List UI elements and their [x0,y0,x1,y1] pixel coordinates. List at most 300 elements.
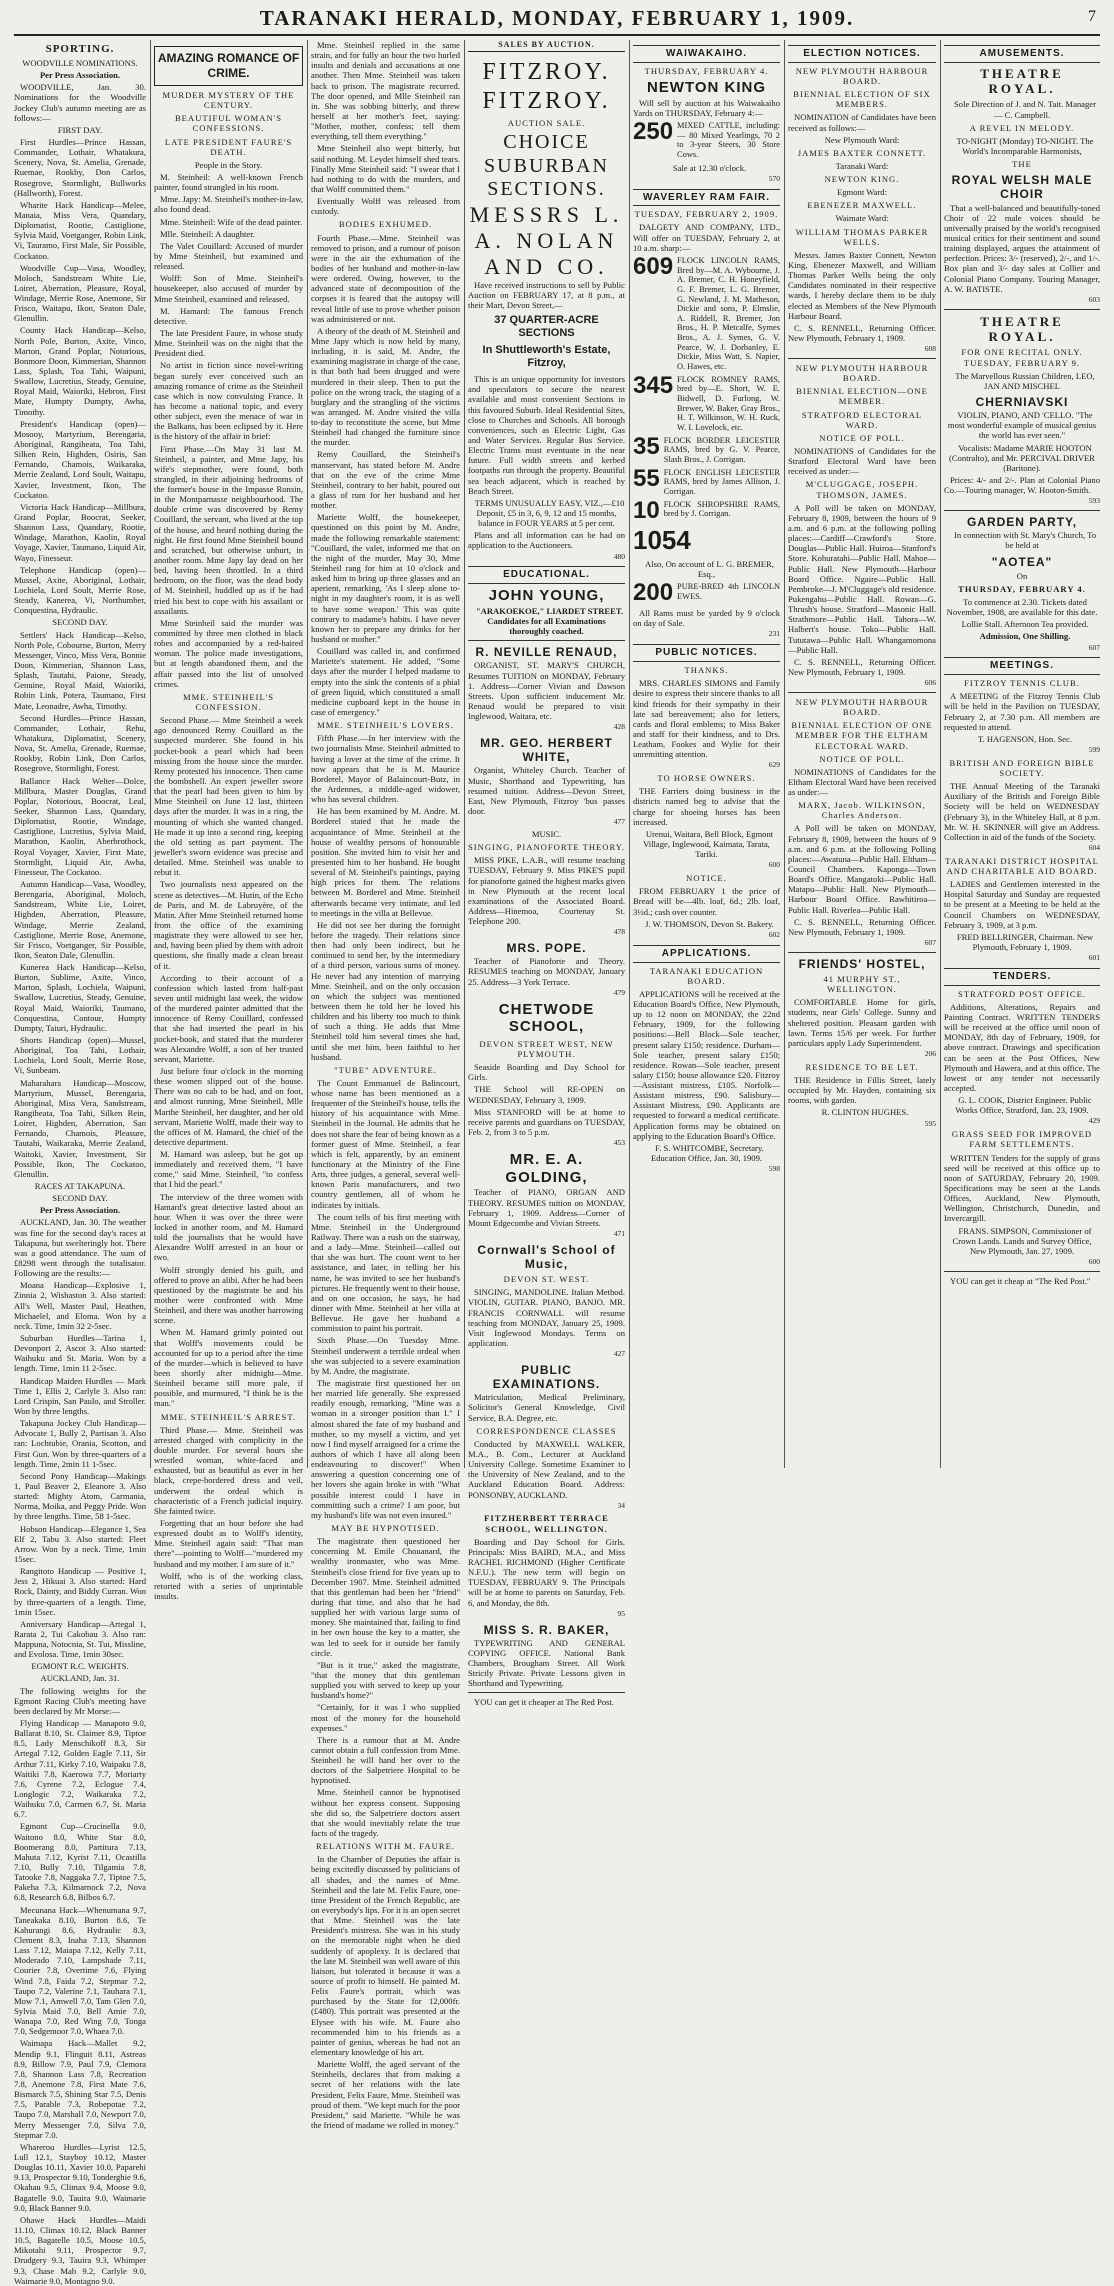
paragraph: Sixth Phase.—On Tuesday Mme. Steinheil underwent a terrible ordeal when she was subjected to a severe examination by M. Andre, the magistrate. [311,1335,460,1376]
ad-number: 453 [613,1138,625,1148]
lot-count: 609 [633,252,674,280]
subheading: SINGING, PIANOFORTE THEORY. [468,842,625,853]
paragraph: THE School will RE-OPEN on WEDNESDAY, February 3, 1909. [468,1084,625,1105]
sale-lot [633,496,780,524]
divider [468,640,625,641]
paragraph: Lollie Stall. Afternoon Tea provided. [961,619,1089,630]
notice-heading: THANKS. [684,665,729,676]
notice-subheading: STRATFORD ELECTORAL WARD. [801,409,923,430]
notice-heading: FITZROY TENNIS CLUB. [964,678,1080,689]
notice-heading: RESIDENCE TO BE LET. [805,1061,919,1072]
paragraph: Boarding and Day School for Girls. Principals: Miss BAIRD, M.A., and Miss RACHEL RICHMOND (Higher Certificate N.F.U.). The new term will begin on TUESDAY, FEBRUARY 9. The Principals will be at home to parents on Saturday, Feb. 6, and Monday, the 8th. [468,1536,625,1608]
candidate-name: EBENEZER MAXWELL. [807,200,917,211]
notice-heading: NEW PLYMOUTH HARBOUR BOARD. [795,363,929,384]
ad-number: 478 [613,927,625,937]
paragraph: Remy Couillard, the Steinheil's manservant, has stated before M. Andre that on the eve of the crime Mme Steinheil, contrary to her habit, poured out a glass of rum for her husband and her mother. [311,449,460,511]
paragraph: Admission, One Shilling. [979,631,1071,642]
section-heading: MEETINGS. [944,657,1100,675]
lot-count: 10 [633,496,660,524]
paragraph: Couillard was called in, and confirmed Mariette's statement. He added, "Some days after the murder I helped madame to empty into the sink the contents of a phial of green liquid, which constituted a small medicine cupboard kept in the house in case of emergency." [311,646,460,717]
notice-heading: TO HORSE OWNERS. [657,773,756,784]
paragraph: Will sell by auction at his Waiwakaiho Yards on THURSDAY, February 4:— [633,97,780,118]
ad-number: 428 [613,722,625,732]
paragraph: The interview of the three women with Hamard's great detective lasted about an hour. When it was over the three were locked in another room, and M. Hamard told the journalists that he would have Alexandre Wolff arrested in an hour or two. [154,1191,303,1263]
paragraph: WRITTEN Tenders for the supply of grass seed will be received at this office up to noon of SATURDAY, February 20, 1909. Specifications may be seen at the Lands Offices, Auckland, New Plymouth, Wellington, Christchurch, Dunedin, and Invercargill. [944,1152,1100,1224]
divider [944,510,1100,511]
paragraph: Mariette Wolff, the aged servant of the Steinheils, declares that from making a secret of her relations with the late President, Felix Faure, Mme. Steinheil was proud of them. "We kept much for the poor President," said Mariette. "While he was the friend of madame we rolled in money." [311,2059,460,2130]
column-divider [464,40,465,1468]
ward-label: Egmont Ward: [837,187,887,198]
ad-subheadline: FOR ONE RECITAL ONLY. TUESDAY, FEBRUARY 9. [961,347,1083,368]
ad-number: 429 [1088,1116,1100,1126]
paragraph: Rangitoto Handicap — Positive 1, Jess 2, Hikuai 3. Also started: Hard Rock, Dainty, and Biddy Curran. Won by three-quarters of a length. Time, 1min 15sec. [14,1566,146,1617]
lot-count: 35 [633,432,660,460]
lot-description: FLOCK BORDER LEICESTER RAMS, bred by G. V. Pearce, Slash Bros., J. Corrigan. [663,435,780,464]
paragraph: The Count Emmanuel de Balincourt, whose name has been mentioned as a frequenter of the Steinheil's house, tells the history of his acquaintance with Mme. Steinheil in the Journal. He admits that he does not share the fear of being known as a former guest of Mme. Steinheil, a fear which is felt, apparently, by an eminent functionary at the Ministry of the Fine Arts, three judges, a general, several well-known Paris manufacturers, and two country gentlemen, all of whom he indicates by initials. [311,1077,460,1210]
paragraph: Second Pony Handicap—Makings 1, Paul Beaver 2, Eleanore 3. Also started: Mighty Atom, Carmania, Norma, Moika, and Peggy Pride. Won by three lengths. Time, 58 1-5sec. [14,1470,146,1522]
paragraph: Handicap Maiden Hurdles — Mark Time 1, Ellis 2, Carlyle 3. Also ran: Lord Crispin, San Paulo, and Stroller. Won by three lengths. [14,1375,146,1416]
dateline: AUCKLAND, Jan. 31. [40,1673,120,1684]
paragraph: That a well-balanced and beautifully-toned Choir of 22 male voices should be universally praised by the world's recognised musical critics for their sentiment and sound training displayed, argues the attainment of perfection. Prices: 3/- (reserved), 2/-, and 1/-. Box plan and 3/- day sales at Collier and Colonial Piano Company. Touring Manager, A. W. BATISTE. [944,202,1100,294]
paragraph: Teacher of PIANO, ORGAN AND THEORY. RESUMES tuition on MONDAY, February 1, 1909. Address—Corner of Mount Edgecombe and Vivian Streets. [468,1187,625,1228]
paragraph: THE Residence in Fillis Street, lately occupied by Mr. Hayden, containing six rooms, with garden. [788,1075,936,1106]
ad-headline: FITZHERBERT TERRACE SCHOOL, WELLINGTON. [484,1513,609,1534]
column-crime-story [154,40,303,1601]
column-amusements-meetings-tenders [944,40,1100,1468]
paragraph: AUCKLAND, Jan. 30. The weather was fine for the second day's races at Takapuna, but swelteringly hot. There was a good attendance. The sum of £8298 went through the totalisator. Following are the results:— [14,1217,146,1279]
paragraph: "Certainly, for it was I who supplied most of the money for the household expenses." [311,1702,460,1733]
ad-headline: THEATRE ROYAL. [980,313,1064,345]
paragraph: Settlers' Hack Handicap—Kelso, North Pole, Cobourne, Burton, Merry Messenger, Vinco, Miss Vera, Bonnie Doon, Kimmerian, Shannon Lass, Splash, Tautahi, Paione, Steady, Genuine, Royal Maid, Waioriki, Robin Link, Potera, Taumano, First Mate, Leonadre, Awha, Timothy. [14,629,146,711]
subheading: FIRST DAY. [57,124,103,135]
paragraph: NOMINATION of Candidates have been received as follows:— [788,112,936,133]
column-election-notices [788,40,936,1468]
notice-heading: NEW PLYMOUTH HARBOUR BOARD. [795,65,929,86]
paragraph: Mme. Steinheil replied in the same strain, and for fully an hour the two hurled insults and denials and accusations at one another. Then Mme. Steinheil was taken back to prison. The magistrate recurred. The door opened, and Mlle Steinheil ran in. She was sobbing bitterly, and threw herself at her mother's feet, saying: "Mother, mother, confess; tell them everything, tell them everything." [311,40,460,142]
paragraph: Seaside Boarding and Day School for Girls. [468,1062,625,1083]
ad-number: 607 [924,938,936,948]
section-heading: AMUSEMENTS. [944,45,1100,63]
advertiser-name: MRS. POPE. [506,941,587,956]
paragraph: Also, On account of L. G. BREMER, Esq., [645,559,774,580]
paragraph: Woodville Cup—Vasa, Woodley, Moloch, Sandstream White Lie, Loiret, Aberration, Pleasure, Royal, Windage, Merrie Rose, Anemone, Sir Frisco, Waitapu, Ikon, Seaton Dale, Glenullin. [14,262,146,324]
signature: FRED BELLRINGER, Chairman. New Plymouth, February 1, 1909. [956,931,1094,952]
ad-number: 600 [768,860,780,870]
paragraph: A Poll will be taken on MONDAY, February 8, 1909, between the hours of 9 a.m. and 6 p.m. at the following polling places:—Cardiff—Crawford's Store. Douglas—Public Hall. Huiroa—Stanford's Store. Kohuratahi—Public Hall. Mahoe—Public Hall. New Plymouth—Harbour Board Office. Ngaire—Public Hall. Pembroke—J. M'Cluggage's old residence. Pukengahu—Public Hall. Rowan—G. Thrush's house. Stratford—Masonic Hall. Strathmore—Public Hall. Tahora—W. Halbert's house. Toko—Public Hall. Tututawa—Public Hall. Whangamomona—Public Hall. [788,502,936,655]
paragraph: The count tells of his first meeting with Mme. Steinheil in the Underground Railway. There was a rush on the stairway, and a lady—Mme. Steinheil—called out that she was hurt. The count went to her assistance, and later, in telling her his name, he was invited to see her husband's pictures. He frequently went to their house, and on one occasion, he says, he had dinner with Mme. Steinheil at her villa at Bellevue. He gave her husband a commission to paint his portrait. [311,1211,460,1334]
paragraph: Wolff, who is of the working class, retorted with a series of unprintable insults. [154,1570,303,1601]
signature: G. L. COOK, District Engineer. Public Works Office, Stratford, Jan. 23, 1909. [955,1095,1092,1116]
ward-label: Taranaki Ward: [835,160,889,171]
notice-subheading: BIENNIAL ELECTION—ONE MEMBER. [796,386,928,407]
divider [944,309,1100,310]
subheading: BODIES EXHUMED. [338,219,433,230]
ad-headline: FRIENDS' HOSTEL, [798,956,926,971]
ad-number: 95 [617,1608,625,1618]
paragraph: In connection with St. Mary's Church, To be held at [953,530,1097,551]
paragraph: APPLICATIONS will be received at the Education Board's Office, New Plymouth, up to 12 noon on MONDAY, the 22nd February, 1909, for the following positions:—Bell Block—Sole teacher, present salary £150; residence. Durham—Sole teacher, present salary £150; residence. Rowan—Sole teacher, present salary £150; house allowance £20. Fitzroy—Assistant mistress, £105. Norfolk—Assistant mistress, £90. Salisbury—Assistant Mistress, £90. Applicants are requested to forward a medical certificate. Application forms may be obtained on applying to the Education Board's Office. [633,988,780,1141]
paragraph: Just before four o'clock in the morning these women slipped out of the house. There was no cab to be had, and on foot, and almost running, Mme Steinheil, Mlle Marthe Steinheil, her daughter, and her old servant, Mariette Wolff, made their way to the offices of M. Hamard, the chief of the detective department. [154,1065,303,1147]
ad-number: 479 [613,987,625,997]
section-heading: EDUCATIONAL. [468,566,625,584]
on-label: On [1016,570,1028,581]
paragraph: Mme. Steinheil: Wife of the dead painter. [160,216,303,227]
ad-headline: THEATRE ROYAL. [980,65,1064,97]
paragraph: Additions, Alterations, Repairs and Painting Contract. WRITTEN TENDERS will be received at the office until noon of MONDAY, 8th day of February, 1909, for above contract. Drawings and specification can be seen at the Post Offices, New Plymouth and Hawera, and at this office. The lowest or any tender not necessarily accepted. [944,1001,1101,1093]
paragraph: President's Handicap (open)—Mosooy, Martyrium, Berengaria, Aboriginal, Rangiheata, Toa Tahi, Silken Rein, Highden, Osiris, San Fernando, Chamois, Waikaraka, Merrie Zealand, Lord Soult, Waitapu, Xavier, Investment, Ikon, The Cockatoo. [14,418,146,500]
section-heading: SALES BY AUCTION. [468,40,625,52]
paragraph: Hobson Handicap—Elegance 1, Sea Elf 2, Tabu 3. Also started: Fleet Arrow. Won by a neck. Time, 1min 15sec. [14,1523,146,1564]
paragraph: TERMS UNUSUALLY EASY, VIZ.,—£10 Deposit, £5 in 3, 6, 9, 12 and 15 months, balance in FOUR YEARS at 5 per cent. [474,497,625,529]
sale-lot [633,252,780,372]
paragraph: The Marvellous Russian Children, LEO, JAN AND MISCHEL [955,370,1095,391]
paragraph: MRS. CHARLES SIMONS and Family desire to express their sincere thanks to all kind friends for their sympathy in their late sad bereavement; also for letters, cards and floral emblems; to Miss Baker and staff for their kindness, and to Drs. Leatham, Fookes and Wylie for their unremitting attention. [633,678,780,760]
ward-label: Waimate Ward: [835,213,889,224]
subheading: CORRESPONDENCE CLASSES [476,1425,617,1436]
notice-heading: NEW PLYMOUTH HARBOUR BOARD. [795,696,929,718]
paragraph: TYPEWRITING AND GENERAL COPYING OFFICE. National Bank Chambers, Brougham Street. All Work Strictly Private. Private Lessons given in Shorthand and Typewriting. [468,1637,625,1689]
ad-number: 607 [1088,642,1100,652]
ad-number: 601 [1088,953,1100,963]
candidate-name: WILLIAM THOMAS PARKER WELLS. [795,226,929,247]
lot-total: 1054 [633,525,691,556]
lot-count: 200 [633,579,674,607]
subheading: MME. STEINHEIL'S LOVERS. [317,720,454,731]
ad-subheadline: AUCTION SALE. [507,118,586,129]
lot-description: FLOCK LINCOLN RAMS, Bred by—M. A. Wybourne, J. A. Bremer, C. H. Honeyfield, G. F. Bremer, L. G. Bremer, G. Newland, J. M. Matheson, Dickie and sons, P. Elmslie, A. Riddell, R. Bremer, Jon Bros., H. P. Metcalfe, Symes Bros., A. J. Symes, G. V. Pearce, W. J. Dorbanley, E. Dickie, Miss Watt, S. Napier, O. Hawes, etc. [677,255,780,372]
ad-number: 598 [768,1164,780,1174]
paragraph: Maharahara Handicap—Moscow, Martyrium, Mussel, Berengaria, Aboriginal, Miss Vera, Sandstream, Rangiheata, Toa Tahi, Silken Rein, Loiret, Highden, Aberration, San Fernando, Chamois, Pleasure, Tautahi, Waikaraka, Merrie Zealand, Waitoki, Xavier, Investment, Sir Possible, Ikon, The Cockatoo, Glenullin. [14,1077,146,1179]
section-heading: APPLICATIONS. [633,945,780,963]
ad-number: 471 [613,1228,625,1238]
sale-lot [633,432,780,465]
lot-count: 345 [633,371,674,399]
advertiser-name: CHETWODE SCHOOL, [498,1000,595,1036]
paragraph: Wolff strongly denied his guilt, and offered to prove an alibi. After he had been questioned by the magistrate he and his mother were confronted with Mme Steinheil, and there was another harrowing scene. [154,1264,303,1326]
paragraph: Takapuna Jockey Club Handicap—Advocate 1, Bully 2, Partisan 3. Also ran: Lochtubie, Orania, Scotton, and First Gun. Won by three-quarters of a length. Time, 2min 11 1-5sec. [14,1418,146,1469]
paragraph: TO-NIGHT (Monday) TO-NIGHT. The World's Incomparable Harmonists, [956,135,1094,157]
section-heading: SPORTING. [45,43,115,55]
performer-name: ROYAL WELSH MALE CHOIR [951,173,1093,202]
paragraph: M. Hamard was asleep, but he got up immediately and received them. "I have come," said Mme. Steinheil, "to confess that I hid the pearl." [154,1149,303,1190]
section-heading: ELECTION NOTICES. [788,45,936,63]
paragraph: SINGING, MANDOLINE. Italian Method. VIOLIN, GUITAR. PIANO, BANJO. MR. FRANCIS CORNWALL will resume teaching from MONDAY, January 25, 1909. Visit Inglewood Mondays. Terms on application. [468,1287,625,1348]
paragraph: Fourth Phase.—Mme. Steinheil was removed to prison, and a rumour of poison were in the air the exhumation of the bodies of her husband and mother-in-law were ordered. Owing, however, to the advanced state of decomposition of the corpses it is feared that the autopsy will reveal little of use to prove whether poison was administered or not. [311,232,460,324]
subheadline: BEAUTIFUL WOMAN'S CONFESSIONS. [174,113,283,134]
column-divider [940,40,941,1468]
subheading: RELATIONS WITH M. FAURE. [316,1841,455,1852]
subheadline: LATE PRESIDENT FAURE'S DEATH. [164,136,293,157]
paragraph: County Hack Handicap—Kelso, North Pole, Burton, Axite, Vinco, Marton, Grand Poplar, Notorious, Bonmore Doon, Kimmerian, Shannon Lass, Splash, Toa Tahi, Waipuni, Swallow, Lucretius, Steady, Genuine, Royal Maid, Waioriki, Hebron, First Mate, Humpty Dumpty, Awha, Timothy. [14,325,146,417]
ad-number: 570 [768,173,780,183]
paragraph: Urenui, Waitara, Bell Block, Egmont Village, Inglewood, Kaimata, Tarata, Tariki. [643,828,774,860]
column-crime-story-continued [311,40,460,2130]
paragraph: Second Phase.— Mme Steinheil a week ago denounced Remy Couillard as the suspected murderer. She found in his pocket-book a pearl which had been missing from the house since the murder. Remy protested his innocence. Then came the bombshell. An expert jeweller swore that the pearl had been given to him by Mme Steinheil on June 12 last, thirteen days after the murder. It was in a ring, the mounting of which she wanted changed. He made it up into a second ring, keeping the old setting as part payment. The jeweller's sworn evidence was precise and detailed. Mme. Steinheil was unable to rebut it. [154,715,303,878]
ad-headline: FITZROY. FITZROY. [482,59,611,114]
paragraph: Flying Handicap — Manapoto 9.0, Ballarat 8.10, St. Claimer 8.9, Tiptoe 8.5, Lady Menschikoff 8.3, Sir Artegal 7.12, Golden Eagle 7.11, Sir Arthur 7.11, Kirky 7.10, Waipaku 7.8, Waitiki 7.8, Kaerowa 7.7, Moriarty 7.6, Cyrene 7.2, Eclogue 7.4, Longlogic 7.2, Waikaraka 7.2, Waihuku 7.0, Carmen 6.7, St. Maria 6.7. [14,1718,146,1820]
paragraph: Matriculation, Medical Preliminary, Solicitor's General Knowledge, Civil Service, B.A. Degree, etc. [468,1392,625,1423]
sale-lot [633,464,780,497]
divider [788,692,936,693]
paragraph: Forgetting that an hour before she had expressed doubt as to Wolff's identity, Mme. Steinheil again said: "That man there"—pointing to Wolff—"murdered my husband and my mother. I am sure of it." [154,1517,303,1569]
paragraph: There is a rumour that at M. Andre cannot obtain a full confession from Mme. Steinheil he will hand her over to the doctors of the Salpetriere Hospital to be hypnotised. [311,1734,460,1786]
ad-headline: 37 QUARTER-ACRE SECTIONS [494,314,599,340]
signature: FRANS. SIMPSON, Commissioner of Crown Lands. Lands and Survey Office, New Plymouth, Jan. 27, 1909. [952,1225,1092,1256]
paragraph: NOMINATIONS of Candidates for the Stratford Electoral Ward have been received as under:— [788,446,936,477]
paragraph: DALGETY AND COMPANY, LTD., Will offer on TUESDAY, February 2, at 10 a.m. sharp:— [633,222,780,253]
paragraph: M. Hamard: The famous French detective. [154,305,303,326]
paragraph: He did not see her during the fortnight before the tragedy. Their relations since then had only been indirect, but he continued to send her, by the intermediary of a third person, various sums of money. He never had any intention of marrying Mme. Steinheil, and on the only occasion on which the subject was mentioned between them he told her he loved his children and his liberty too much to think of such a thing. He adds that Mme Steinheil told him several times she had, until she met him, been faithful to her husband. [311,919,460,1062]
paragraph: Egmont Cup—Crucinella 9.0, Waitono 8.0, White Star 8.0, Boomerang 8.0, Partitura 7.13, Mahuta 7.12, Kyrist 7.11, Ocastilla 7.10, Bully 7.10, Tilgamia 7.8, Tatooke 7.8, Naggaka 7.7, Tiptoe 7.5, Pakeha 7.3, Kilmarnock 7.2, Nova 6.8, Research 6.8, Bilbos 6.7. [14,1821,146,1903]
candidate-names: M'CLUGGAGE, JOSEPH. THOMSON, JAMES. [805,479,919,500]
headline-box: AMAZING ROMANCE OF CRIME. [154,46,303,86]
paragraph: Telephone Handicap (open)—Mussel, Axite, Aboriginal, Lothair, Lochiela, Lord Soult, Merrie Rose, Steady, Kanerea, Vi, Northumber, Conquestina, Hydraulic. [14,564,146,616]
paragraph: The magistrate first questioned her on her married life generally. She expressed readily enough, remarking, "Mine was a woman in a stronger position than I." I almost shared the fate of my husband and mother, so my myself a victim, and yet now I find myself arraigned for a crime the authors of which I have all along been endeavouring to discover!" When answering a question concerning one of her lovers she again broke in with "What possible interest could I have in committing such a crime? I am poor, but my husband's life was not even insured." [311,1378,460,1520]
ad-number: 603 [1088,294,1100,304]
paragraph: To commence at 2.30. Tickets dated November, 1908, are available for this date. [946,596,1098,618]
column-sporting [14,40,146,2286]
paragraph: Wolff: Son of Mme. Steinheil's housekeeper, also accused of murder by Mme Steinheil, examined and released. [154,273,303,304]
paragraph: Sale at 12.30 o'clock. [672,162,747,173]
notice-subheading: BIENNIAL ELECTION OF ONE MEMBER FOR THE ELTHAM ELECTORAL WARD. [791,720,933,751]
paragraph: NOMINATIONS of Candidates for the Eltham Electoral Ward have been received as under:— [788,766,936,798]
article-heading: EGMONT R.C. WEIGHTS. [31,1661,129,1672]
paragraph: Kunerea Hack Handicap—Kelso, Burton, Sublime, Axite, Vinco, Marton, Splash, Lochiela, Waipuni, Swallow, Lucretius, Steady, Genuine, Royal Maid, Waioriki, Taumano, Conquestina, Contour, Humpty Dumpty, Taiuri, Hydraulic. [14,962,146,1033]
divider [944,1271,1100,1272]
subheading: SECOND DAY. [52,1193,108,1204]
notice-subheading: NOTICE OF POLL. [819,432,905,443]
paragraph: Anniversary Handicap—Artegal 1, Rarata 2, Tui Cakobau 3. Also ran: Mappuna, Notocnia, St. Tui, Missline, and Evolosa. Time, 1min 30sec. [14,1618,146,1660]
article-heading: WOODVILLE NOMINATIONS. [22,57,138,68]
paragraph: Ballance Hack Welter—Dolce, Millbura, Master Douglas, Grand Poplar, Notorious, Boocrat, Leal, Seeker, Shannon Lass, Quandary, Diplomatist, Rootie, Windage, Castiglione, Lucretius, Sylvia Maid, Marathon, Kaolin, Aberbrothock, Royal Voyager, Xavier, First Mate, Stormlight, Liquid Air, Awha, Finesseur, The Cockatoo. [14,775,146,877]
signature: C. S. RENNELL, Returning Officer. New Plymouth, February 1, 1909. [788,322,936,344]
ad-number: 34 [617,1500,625,1510]
ad-number: 593 [1088,496,1100,506]
paragraph: All Rams must be yarded by 9 o'clock on day of Sale. [633,608,780,629]
notice-heading: TARANAKI EDUCATION BOARD. [649,965,764,986]
signature: R. CLINTON HUGHES. [821,1107,909,1118]
paragraph: THE Farriers doing business in the districts named beg to advise that the charge for shoeing horses has been increased. [633,786,780,827]
masthead-rule [14,34,1100,36]
paragraph: Wharerou Hurdles—Lyrist 12.5, Lull 12.1, Stayboy 10.12, Master Douglas 10.11, Xavier 10.0, Paparehi 9.13, Prospector 9.10, Tonderghie 9.6, Okahau 9.5, Climax 9.4, Moose 9.0, Bagatelle 9.0, Tauira 9.0, Waimarie 9.0, Black Banner 9.0. [14,2141,146,2213]
ad-number: 602 [768,929,780,939]
paragraph: FROM FEBRUARY 1 the price of Bread will be—4lb. loaf, 6d.; 2lb. loaf, 3½d.; cash over counter. [633,886,780,917]
column-divider [784,40,785,1468]
sale-lot [633,579,780,607]
paragraph: Suburban Hurdles—Tarina 1, Devonport 2, Ascot 3. Also started: Waihuku and St. Maria. Won by a length. Time, 1min 11 2-5sec. [14,1332,146,1374]
paragraph: Fifth Phase.—In her interview with the two journalists Mme. Steinheil admitted to having a lover at the time of the crime. It now appears that he is M. Maurice Borderel, Mayor of Balaincourt-Butz, in the Ardennes, a middle-aged widower, who has several children. [311,733,460,805]
paragraph: First Phase.—On May 31 last M. Steinheil, a painter, and Mme Japy, his wife's stepmother, were found, both strangled, in their adjoining bedrooms of the former's house in the Impasse Ronsin, in the Montparnasse neighbourhood. The double crime was discovered by Remy Couillard, the servant, who lived at the top of the house, and heard nothing during the night. He first found Mme Steinheil bound and scratched, but otherwise unhurt, in another room. Mme Japy lay dead on her bed, having been throttled. In a third bedroom, on the floor, was the dead body of M. Steinheil, huddled up as if he had tried his best to cope with his assailant or assailants. [154,443,303,616]
sale-date: THURSDAY, FEBRUARY 4. [644,65,769,76]
advertiser-name: Cornwall's School of Music, [477,1242,616,1271]
performer-name: CHERNIAVSKI [975,394,1069,409]
advertiser-name: MR. E. A. GOLDING, [505,1151,588,1186]
paragraph: The magistrate then questioned her concerning M. Emile Chouanard, the wealthy ironmaster, who was Mme. Steinheil's close friend for five years up to December 1907. Mme. Steinheil admitted that this gentleman had been her "friend" during that time, and also that he had supplied her with various large sums of money. She maintained that, failing to find in her own house the key to a matter, she was led to seek for it outside her family circle. [311,1536,460,1658]
page-number: 7 [1088,8,1096,25]
ad-headline: GARDEN PARTY, [966,515,1078,530]
notice-subheading: NOTICE OF POLL. [819,753,905,764]
paragraph: The Valet Couillard: Accused of murder by Mme Steinheil, but examined and released. [154,240,303,272]
notice-heading: NOTICE. [686,873,727,884]
sale-lot [633,117,780,160]
paragraph: LADIES and Gentlemen interested in the Hospital Saturday and Sunday are requested to be present at a Meeting to be held at the Council Chambers on WEDNESDAY, February 3, 1909, at 3 p.m. [944,879,1100,930]
subheading: MAY BE HYPNOTISED. [331,1522,440,1533]
ad-headline: CHOICE SUBURBAN SECTIONS. [484,131,609,201]
byline: Per Press Association. [39,1205,121,1216]
lot-description: FLOCK SHROPSHIRE RAMS, bred by J. Corrigan. [663,499,780,519]
paragraph: This is an unique opportunity for investors and speculators to secure the nearest available and most convenient Sections in this favoured Suburb. Ideal Residential Sites, close to Churches and Schools. All borough conveniences, such as Electric Light, Gas and Water Services. Regular Bus Service. Electric Trams must eventuate in the near future. Full width streets and kerbed footpaths run through the property. Beautiful sea beach adjacent, which is reached by Beach Street. [468,374,625,496]
footer-ad: YOU can get it cheap at "The Red Post." [950,1275,1091,1286]
ad-headline: WAVERLEY RAM FAIR. [633,189,780,207]
column-divider [307,40,308,1468]
paragraph: Mecunana Hack—Whenumana 9.7, Taneakaka 8.10, Burton 8.6, Te Kahurangi 8.6, Hydraulic 8.3, Clement 8.3, Inaha 7.13, Shannon Lass 7.12, Maiapa 7.12, Kelly 7.11, Moderado 7.10, Lampshade 7.11, Courier 7.8, Overtime 7.6, Flying Wind 7.8, Faida 7.2, Stepmar 7.2, Taupo 7.2, Valerine 7.1, Tauhara 7.1, Mow 7.1, Amwell 7.0, Tam Glen 7.0, Sylvia Maid 7.0, Bell Amie 7.0, Wanapa 7.0, Red Wing 7.0, Tonga 7.0, Sedgemoor 7.0, Whaea 7.0. [14,1904,146,2037]
paragraph: COMFORTABLE Home for girls, students, near Girls' College. Sunny and sheltered position. Pleasant garden with lawn. Terms 15/6 per week. For further particulars apply Lady Superintendent. [788,997,936,1048]
paragraph: Conducted by MAXWELL WALKER, M.A., B. Com., Lecturer at Auckland University College. Sometime Examiner to the University of New Zealand, and to the Auckland Education Board. Address: PONSONBY, AUCKLAND. [468,1438,625,1500]
paragraph: VIOLIN, PIANO, AND 'CELLO. "The most wonderful example of musical genius the world has ever seen." [947,410,1097,441]
byline: Per Press Association. [39,70,121,81]
signature: T. HAGENSON, Hon. Sec. [977,733,1073,744]
subheadline: MURDER MYSTERY OF THE CENTURY. [162,90,295,111]
ad-subheadline: A REVEL IN MELODY. [969,122,1075,133]
candidate-name: JAMES BAXTER CONNETT. [797,147,927,158]
paragraph: No artist in fiction since novel-writing began surely ever conceived such an amazing romance of crime as the Steinheil case which is now convulsing France. It has become a national topic, and every other subject, even the menace of war in the Balkans, has been eclipsed by it. Here is the history of the affair in brief: [154,360,303,442]
paragraph: Teacher of Pianoforte and Theory. RESUMES teaching on MONDAY, January 25. Address—3 York Terrace. [468,956,625,987]
candidate-names: MARX, Jacob. WILKINSON, Charles Anderson. [798,800,926,821]
ad-subheadline: In Shuttleworth's Estate, Fitzroy, [482,344,611,370]
subheading: People in the Story. [194,159,263,170]
paragraph: "ARAKOEKOE," LIARDET STREET. Candidates for all Examinations thoroughly coached. [475,605,624,637]
divider [788,358,936,359]
paragraph: Miss STANFORD will be at home to receive parents and guardians on TUESDAY, Feb. 2, from 3 to 5 p.m. [468,1106,625,1138]
column-divider [150,40,151,1468]
divider [788,952,936,953]
auctioneer-name: NEWTON KING [646,78,767,96]
ad-number: 595 [924,1118,936,1128]
paragraph: The following weights for the Egmont Racing Club's meeting have been declared by Mr Morse:— [14,1685,146,1716]
paragraph: Mariette Wolff, the housekeeper, questioned on this point by M. Andre, made the following remarkable statement: "Couillard, the valet, informed me that on the night of the murder, May 30, Mme Steinheil rang for him at 10 o'clock and asked him to bring up three glasses and an aperient, remarking, 'As I sleep alone to-night in my daughter's room, it is as well to have some weapon.' This was quite contrary to madame's habits. I have never known her to prepare any drinks for her husband or mother." [311,512,460,645]
section-heading: PUBLIC NOTICES. [633,644,780,662]
venue-name: "AOTEA" [991,554,1053,569]
signature: J. W. THOMSON, Devon St. Bakery. [645,918,774,929]
paragraph: "But is it true," asked the magistrate, "that the money that this gentleman supplied you with served to keep up your husband's home?" [311,1659,460,1701]
auctioneer-name: MESSRS L. A. NOLAN AND CO. [469,201,624,279]
paragraph: Shorts Handicap (open)—Mussel, Aboriginal, Toa Tahi, Lothair, Lochiela, Lord Soult, Merrie Rose, Vi, Sunbeam. [14,1035,146,1076]
notice-subheading: BIENNIAL ELECTION OF SIX MEMBERS. [793,89,931,110]
paragraph: Autumn Handicap—Vasa, Woodley, Berengaria, Aboriginal, Moloch, Sandstream, White Lie, Loiret, Highden, Aberration, Pleasure, Windage, Merrie Zealand, Castiglione, Merrie Rose, Anemone, Sir Frisco, Voetganger, Sir Possible, Ikon, Seaton Dale, Glenullin. [14,878,146,960]
paragraph: Waimapa Hack—Mallet 9.2, Mendip 9.1, Flinguit 8.11, Astreas 8.9, Billow 7.9, Paul 7.9, Clemora 7.8, Shannon Lass 7.8, Recreation 7.8, Anemone 7.8, First Mate 7.6, Bismarck 7.5, Shining Star 7.5, Denis 7.5, Parable 7.3, Robepotae 7.2, Taupo 7.0, Marshall 7.0, Newport 7.0, Merry Messenger 7.0, Silva 7.0, Stepmar 7.0. [14,2038,146,2140]
notice-heading: GRASS SEED FOR IMPROVED FARM SETTLEMENTS. [951,1129,1093,1150]
paragraph: Prices: 4/- and 2/-. Plan at Colonial Piano Co.—Touring manager, W. Hooton-Smith. [944,474,1100,496]
lot-description: MIXED CATTLE, including:— 80 Mixed Yearlings, 70 2 to 3-year Steers, 30 Store Cows. [677,120,780,159]
ad-number: 608 [924,344,936,354]
paragraph: Wharite Hack Handicap—Melee, Manaia, Miss Vera, Quandary, Diplomatist, Rootie, Castiglione, Sylvia Maid, Voetganger, Robin Link, Vi, Tauramo, First Male, Sir Possible, Cockatoo. [14,199,146,261]
paragraph: Mlle. Steinheil: A daughter. [160,228,255,239]
paragraph: Mme Steinheil also wept bitterly, but said nothing. M. Leydet himself shed tears. Finally Mme Steinheil said: "I swear that I had nothing to do with the murders, and that Wolff committed them." [311,143,460,194]
sale-lot [633,371,780,433]
paragraph: Two journalists next appeared on the scene as detectives—M. Hutin, of the Echo de Paris, and M. de Labruyère, of the Matin. After Mme Steinheil returned home from the office of the examining magistrate they were allowed to see her, and, having been plied by them with adroit questions, she finally made a clean breast of it. [154,879,303,971]
ad-number: 477 [613,817,625,827]
paragraph: ORGANIST, ST. MARY'S CHURCH, Resumes TUITION on MONDAY, February 1. Address—Corner Vivian and Dawson Streets. Upon sufficient inducement Mr. Renaud would be prepared to visit Inglewood, Waitara, etc. [468,660,625,722]
advertiser-name: JOHN YOUNG, [488,587,605,605]
paragraph: In the Chamber of Deputies the affair is being excitedly discussed by politicians of all shades, and the names of Mme. Steinheil and the late M. Felix Faure, one-time President of the French Republic, are on everybody's lips. For it is an open secret that Mme. Steinheil was the late President's mistress. She was in his study on the memorable night when he died suddenly of apoplexy. It is declared that the late M. Steinheil was well aware of this liaison, but tolerated it because it was a source of profit to himself. He painted M. Felix Faure's portrait, which was purchased by the State for 12,000fr. (£480). This portrait was presented at the Elysee with his wife. M. Faure also recommended him to his friends as a painter of genius, whereas he had not an elementary knowledge of his art. [311,1854,460,2057]
paragraph: Organist, Whiteley Church. Teacher of Music, Shorthand and Typewriting, has resumed tuition. Address—Devon Street, East, New Plymouth, Fitzroy 'bus passes door. [468,765,625,816]
paragraph: According to their account of a confession which lasted from half-past seven until midnight last week, the widow of the murdered painter admitted that the innocence of Remy Couillard, confessed that she had inserted the pearl in his pocket-book, and stated that the murderer was Alexandre Wolff, a son of her trusted servant, Mariette. [154,972,303,1064]
column-auctions-education [468,40,625,1708]
paragraph: When M. Hamard grimly pointed out that Wolff's movements could be accounted for up to a period after the time of the murder—which is believed to have been shortly after midnight—Mme. Steinheil became still more pale, if possible, and murmured, "I think he is the man." [154,1327,303,1409]
section-heading: MUSIC. [531,828,562,839]
masthead [14,6,1100,36]
divider [468,1692,625,1693]
ad-number: 206 [924,1049,936,1059]
advertiser-name: MISS S. R. BAKER, [483,1622,610,1637]
notice-heading: STRATFORD POST OFFICE. [957,988,1087,999]
paragraph: Messrs. James Baxter Connett, Newton King, Ebenezer Maxwell, and William Thomas Parker Wells being the only Candidates nominated in their respective wards, I hereby declare them to be duly elected as Members of the New Plymouth Harbour Board. [788,249,936,321]
paragraph: Moana Handicap—Explosive 1, Zinnia 2, Wishaston 3. Also started: All's Well, Master Paul, Heathen, Michaelel, and Eloma. Won by a neck. Time, 1min 32 2-5sec. [14,1280,146,1331]
column-stock-sales-notices [633,40,780,1468]
paragraph: Ohawe Hack Hurdles—Maidi 11.10, Climax 10.12, Black Banner 10.5, Bagatelle 10.5, Moose 10.5, Mikotahi 9.11, Prospector 9.7, Drudgery 9.3, Tauira 9.3, Whimper 9.3, Chase Mab 9.2, Carlyle 9.0, Waimarie 9.0, Montagno 9.0. [14,2214,146,2286]
sale-date: TUESDAY, FEBRUARY 2, 1909. [634,209,779,220]
ad-number: 480 [613,551,625,561]
signature: F. S. WHITCOMBE, Secretary. Education Office, Jan. 30, 1909. [650,1142,764,1164]
paragraph: The late President Faure, in whose study Mme. Steinheil was on the night that the President died. [154,327,303,359]
ad-number: 629 [768,760,780,770]
ad-number: 427 [613,1349,625,1359]
paragraph: Mme. Japy: M. Steinheil's mother-in-law, also found dead. [154,194,303,215]
subheading: SECOND DAY. [52,617,108,628]
article-heading: RACES AT TAKAPUNA. [34,1181,126,1192]
subheading: MME. STEINHEIL'S ARREST. [160,1411,297,1422]
signature: C. S. RENNELL, Returning Officer. New Plymouth, February 1, 1909. [788,656,936,677]
paragraph: Eventually Wolff was released from custody. [311,196,460,217]
lot-description: FLOCK ROMNEY RAMS, bred by—E. Short, W. E. Bidwell, D. Furlong, W. Brewer, W. Baker, Gray Bros., H. T. Wilkinson, W. H. Ruck, W. I. Lovelock, etc. [677,374,780,433]
lot-count: 250 [633,117,674,145]
paragraph: He has been examined by M. Andre. M. Borderel stated that he made the acquaintance of Mme. Steinheil at the house of wealthy persons of honourable position. She invited him to visit her and presented him to her husband. He bought several of M. Steinheil's paintings, paying high prices for them. The relations between M. Borderel and Mme. Steinheil afterwards became very intimate, and led to meetings in the villa at Bellevue. [311,806,460,918]
signature: C. S. RENNELL, Returning Officer. New Plymouth, February 1, 1909. [788,916,936,937]
paragraph: Second Hurdles—Prince Hassan, Commander, Lothair, Rehu, Whatakura, Diplomatist, Scenery, Nova, St. Amelia, Grenade, Ruemae, Rookby, Robin Link, Don Carlos, Rosegrove, Stormlight, Forest. [14,712,146,774]
paragraph: M. Steinheil: A well-known French painter, found strangled in his room. [154,171,303,193]
paragraph: Mme. Steinheil cannot be hypnotised without her express consent. Supposing she did so, the Salpetriere doctors assert that she would inevitably relate the true facts of the tragedy. [311,1787,460,1839]
address: 41 MURPHY ST., WELLINGTON. [823,974,901,995]
ad-number: 604 [1088,842,1100,852]
footer-ad: YOU can get it cheaper at The Red Post. [474,1697,614,1708]
the-label: THE [1012,159,1032,170]
paragraph: Third Phase.— Mme. Steinheil was arrested charged with complicity in the double murder. For several hours she wrestled woman, white-faced and exhausted, but as beautiful as ever in her black, crepe-bordered dress and veil, underwent the ordeal which is characteristic of a French judicial inquiry. She fainted twice. [154,1424,303,1516]
ad-number: 599 [1088,744,1100,754]
lot-description: FLOCK ENGLISH LEICESTER RAMS, bred by James Allison, J. Corrigan. [663,467,780,496]
paragraph: WOODVILLE, Jan. 30. Nominations for the Woodville Jockey Club's autumn meeting are as follows:— [14,82,146,123]
address: DEVON ST. WEST. [503,1274,590,1285]
notice-heading: BRITISH AND FOREIGN BIBLE SOCIETY. [949,757,1095,778]
lot-description: PURE-BRED 4th LINCOLN EWES. [677,582,780,602]
paragraph: Sole Direction of J. and N. Tait. Manager — C. Campbell. [954,99,1096,120]
paragraph: First Hurdles—Prince Hassan, Commander, Lothair, Whatakura, Scenery, Nova, St. Amelia, Grenade, Ruemae, Rookby, Don Carlos, Rosegrove, Stormlight, Bullworks (Hallworth), Forest. [14,136,146,198]
paragraph: Victoria Hack Handicap—Millbura, Grand Poplar, Boocrat, Seeker, Shannon Lass, Quandary, Rootie, Windage, Marathon, Kaolin, Royal Voyage, Xavier, Taumano, Liquid Air, Wayo, Finesseur. [14,501,146,563]
paragraph: Have received instructions to sell by Public Auction on FEBRUARY 17, at 8 p.m., at their Mart, Devon Street,— [468,279,625,311]
ad-number: 600 [1088,1256,1100,1266]
paragraph: THE Annual Meeting of the Taranaki Auxiliary of the British and Foreign Bible Society will be held on WEDNESDAY (February 3), in the Whiteley Hall, at 8 p.m. Mr. W. H. SKINNER will give an Address. Collection in aid of the funds of the Society. [944,781,1100,842]
paragraph: A MEETING of the Fitzroy Tennis Club will be held in the Pavilion on TUESDAY, February 2, at 7.30 p.m. All members are requested to attend. [944,691,1100,732]
paragraph: A Poll will be taken on MONDAY, February 8, 1909, between the hours of 9 a.m. and 6 p.m. at the following Polling places:—Awatuna—Public Hall. Eltham—Council Chambers. Kaponga—Town Board's Office. Mangatoki—Public Hall. Matapu—Public Hall. New Plymouth—Harbour Board Office. Rawhitiroa—Public Hall. Riverlea—Public Hall. [788,823,936,915]
address: DEVON STREET WEST, NEW PLYMOUTH. [479,1038,614,1060]
paragraph: Plans and all information can be had on application to the Auctioneers. [468,530,625,551]
ad-headline: WAIWAKAIHO. [633,45,780,63]
subheading: MME. STEINHEIL'S CONFESSION. [182,691,275,713]
ward-label: New Plymouth Ward: [824,134,900,145]
advertiser-name: MR. GEO. HERBERT WHITE, [480,736,613,765]
ad-headline: PUBLIC EXAMINATIONS. [492,1362,601,1392]
paragraph: MISS PIKE, L.A.B., will resume teaching TUESDAY, February 9. Miss PIKE'S pupil for pianoforte gained the highest marks given in New Plymouth at the recent local examinations of the Associated Board. Address—Hinemoa, Courtenay St. Telephone 200. [468,855,625,927]
lot-count: 55 [633,464,660,492]
